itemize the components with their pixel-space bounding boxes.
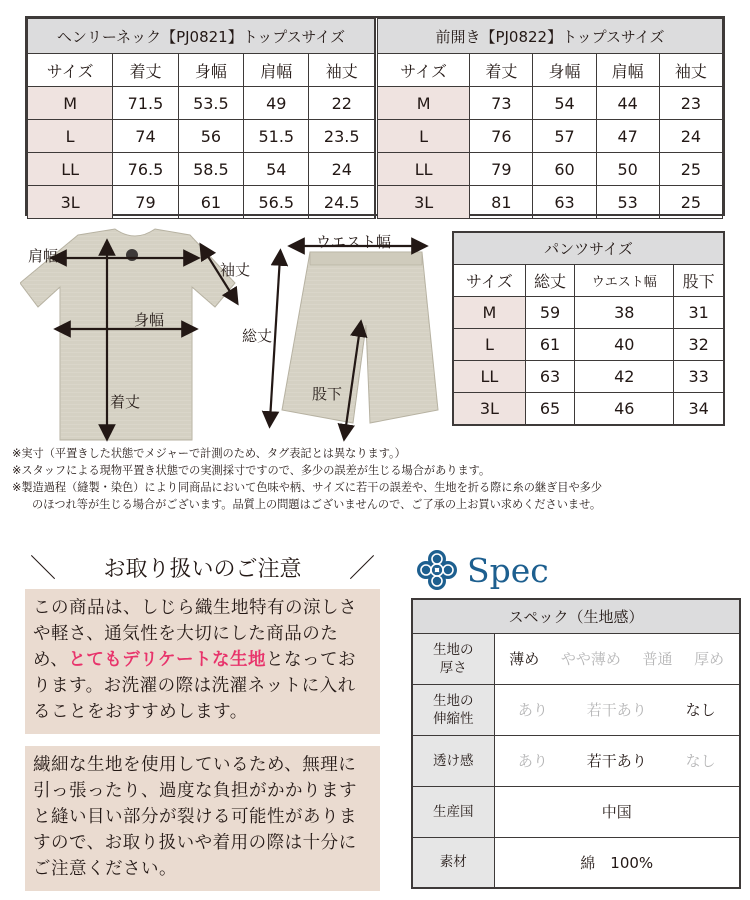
row-label: 生地の 厚さ <box>412 633 494 684</box>
table-cell: 73 <box>470 87 533 120</box>
size-cell: 3L <box>453 393 525 425</box>
col-header: 袖丈 <box>309 54 375 87</box>
table-cell: 81 <box>470 186 533 219</box>
logo-icon <box>126 249 138 261</box>
table-row <box>453 296 724 328</box>
table-cell: 47 <box>596 120 659 153</box>
front-table-title: 前開き【PJ0822】トップスサイズ <box>377 19 723 54</box>
table-cell: 76 <box>470 120 533 153</box>
option: あり <box>517 752 548 770</box>
row-label: 生地の 伸縮性 <box>412 684 494 735</box>
col-header: 身幅 <box>533 54 596 87</box>
pants-shape <box>282 252 438 423</box>
table-cell: 51.5 <box>244 120 309 153</box>
measurement-notes <box>12 445 747 513</box>
col-header: 身幅 <box>178 54 243 87</box>
table-cell: 74 <box>113 120 178 153</box>
col-header: 股下 <box>674 264 724 296</box>
table-cell: 63 <box>525 361 574 393</box>
table-cell: 53 <box>596 186 659 219</box>
note-line: のほつれ等が生じる場合がございます。品質上の問題はございませんので、ご了承の上お買い求めくださいませ。 <box>32 498 602 511</box>
pants-size-table <box>452 231 725 426</box>
table-cell: 76.5 <box>113 153 178 186</box>
table-cell: 79 <box>470 153 533 186</box>
measurement-illustration <box>20 225 450 450</box>
table-cell: 54 <box>244 153 309 186</box>
care-notice-box <box>25 589 380 734</box>
note-line: ※実寸（平置きした状態でメジャーで計測のため、タグ表記とは異なります。） <box>12 447 406 460</box>
slash-right: ／ <box>348 554 375 584</box>
size-cell: LL <box>377 153 470 186</box>
note-line: ※製造過程（縫製・染色）により同商品において色味や柄、サイズに若干の誤差や、生地を折る際に糸の継ぎ目や多少 <box>12 481 603 494</box>
table-cell: 54 <box>533 87 596 120</box>
label-inseam: 股下 <box>312 385 343 403</box>
row-label: 素材 <box>412 837 494 888</box>
table-cell: 38 <box>575 296 674 328</box>
table-cell: 49 <box>244 87 309 120</box>
front-open-size-table <box>375 18 723 219</box>
table-cell: 24 <box>659 120 722 153</box>
col-header: 肩幅 <box>596 54 659 87</box>
table-cell: 53.5 <box>178 87 243 120</box>
size-cell: L <box>28 120 113 153</box>
table-cell: 25 <box>659 186 722 219</box>
pants-table-title: パンツサイズ <box>453 232 724 264</box>
knot-logo-icon <box>415 548 459 592</box>
table-row <box>28 87 375 120</box>
table-cell: 23 <box>659 87 722 120</box>
option: 薄め <box>509 650 540 668</box>
label-chest: 身幅 <box>134 311 165 329</box>
table-cell: 71.5 <box>113 87 178 120</box>
table-cell: 61 <box>525 328 574 360</box>
table-cell: 22 <box>309 87 375 120</box>
row-label: 透け感 <box>412 735 494 786</box>
table-cell: 63 <box>533 186 596 219</box>
care-text: となっております。お洗濯の際は洗濯ネットに入れることをおすすめします。 <box>33 650 356 722</box>
table-row <box>453 361 724 393</box>
care-highlight: とてもデリケートな生地 <box>68 650 266 670</box>
size-cell: LL <box>28 153 113 186</box>
spec-value: 綿 100% <box>494 837 740 888</box>
care-warning-box <box>25 746 380 891</box>
table-cell: 58.5 <box>178 153 243 186</box>
care-text: 繊細な生地を使用しているため、無理に引っ張ったり、過度な負担がかかりますと縫い目い部分が裂ける可能性がありますので、お取り扱いや着用の際は十分にご注意ください。 <box>33 755 357 879</box>
size-cell: 3L <box>28 186 113 219</box>
table-cell: 31 <box>674 296 724 328</box>
henley-table-title: ヘンリーネック【PJ0821】トップスサイズ <box>28 19 375 54</box>
table-cell: 79 <box>113 186 178 219</box>
care-text: この商品は、しじら織生地特有の涼しさや軽さ、通気性を大切にした商品のため、 <box>33 598 357 670</box>
spec-value: 中国 <box>494 786 740 837</box>
spec-table-title: スペック（生地感） <box>412 599 740 633</box>
spec-table <box>411 598 741 889</box>
table-row <box>453 393 724 425</box>
size-cell: M <box>377 87 470 120</box>
col-header: ウエスト幅 <box>575 264 674 296</box>
table-cell: 42 <box>575 361 674 393</box>
spec-row-thickness <box>412 633 740 684</box>
size-cell: L <box>453 328 525 360</box>
table-cell: 24.5 <box>309 186 375 219</box>
table-cell: 34 <box>674 393 724 425</box>
table-cell: 25 <box>659 153 722 186</box>
table-cell: 46 <box>575 393 674 425</box>
spec-row-stretch <box>412 684 740 735</box>
table-row <box>28 186 375 219</box>
table-cell: 59 <box>525 296 574 328</box>
label-total-length: 総丈 <box>242 327 273 345</box>
col-header: サイズ <box>377 54 470 87</box>
label-shoulder: 肩幅 <box>28 247 59 265</box>
col-header: 着丈 <box>470 54 533 87</box>
table-cell: 56.5 <box>244 186 309 219</box>
table-cell: 65 <box>525 393 574 425</box>
size-cell: LL <box>453 361 525 393</box>
option: 若干あり <box>586 752 647 770</box>
table-row <box>28 153 375 186</box>
table-cell: 40 <box>575 328 674 360</box>
size-cell: 3L <box>377 186 470 219</box>
col-header: 袖丈 <box>659 54 722 87</box>
table-cell: 56 <box>178 120 243 153</box>
table-cell: 61 <box>178 186 243 219</box>
col-header: 総丈 <box>525 264 574 296</box>
row-label: 生産国 <box>412 786 494 837</box>
option: 若干あり <box>586 701 647 719</box>
col-header: サイズ <box>28 54 113 87</box>
option: 普通 <box>642 650 673 668</box>
spec-title: Spec <box>467 550 549 590</box>
col-header: 肩幅 <box>244 54 309 87</box>
table-row <box>377 120 723 153</box>
table-cell: 23.5 <box>309 120 375 153</box>
table-row <box>377 153 723 186</box>
table-cell: 57 <box>533 120 596 153</box>
col-header: 着丈 <box>113 54 178 87</box>
option: やや薄め <box>560 650 621 668</box>
option: なし <box>685 752 716 770</box>
spec-row-origin <box>412 786 740 837</box>
size-cell: M <box>28 87 113 120</box>
henley-size-table <box>27 18 375 219</box>
table-row <box>377 186 723 219</box>
top-size-tables <box>25 16 725 216</box>
label-sleeve: 袖丈 <box>220 261 251 279</box>
table-cell: 33 <box>674 361 724 393</box>
option: 厚め <box>694 650 725 668</box>
care-heading <box>30 548 375 584</box>
table-cell: 32 <box>674 328 724 360</box>
spec-header <box>415 545 549 595</box>
care-title: お取り扱いのご注意 <box>103 557 302 582</box>
option: なし <box>685 701 716 719</box>
option: あり <box>517 701 548 719</box>
label-length: 着丈 <box>110 393 141 411</box>
slash-left: ＼ <box>30 554 57 584</box>
table-row <box>28 120 375 153</box>
table-row <box>453 328 724 360</box>
spec-row-sheerness <box>412 735 740 786</box>
table-cell: 44 <box>596 87 659 120</box>
table-cell: 50 <box>596 153 659 186</box>
table-cell: 24 <box>309 153 375 186</box>
col-header: サイズ <box>453 264 525 296</box>
spec-row-material <box>412 837 740 888</box>
size-cell: M <box>453 296 525 328</box>
label-waist: ウエスト幅 <box>316 233 392 251</box>
note-line: ※スタッフによる現物平置き状態での実測採寸ですので、多少の誤差が生じる場合があります。 <box>12 464 491 477</box>
table-row <box>377 87 723 120</box>
table-cell: 60 <box>533 153 596 186</box>
size-cell: L <box>377 120 470 153</box>
